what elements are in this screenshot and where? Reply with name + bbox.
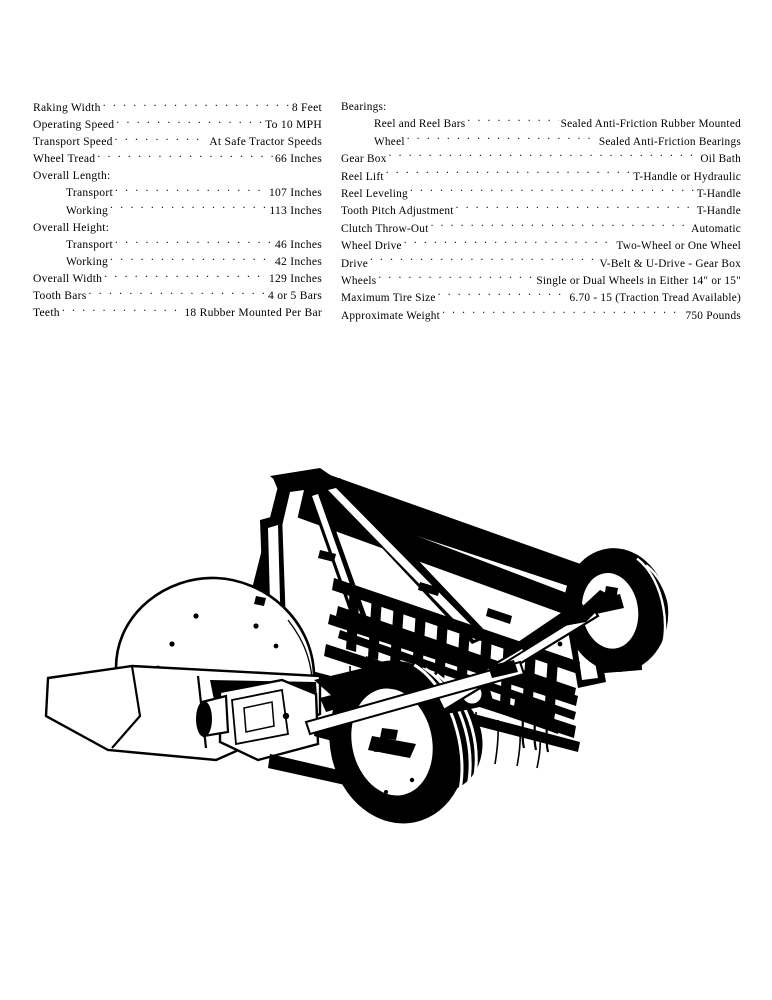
spec-value: V-Belt & U-Drive - Gear Box bbox=[599, 257, 741, 270]
dot-leader bbox=[115, 134, 208, 146]
dot-leader bbox=[442, 307, 683, 318]
dot-leader bbox=[115, 236, 273, 248]
spec-heading-bearings bbox=[341, 99, 741, 116]
dot-leader bbox=[389, 151, 699, 162]
dot-leader bbox=[467, 116, 558, 127]
specifications-table bbox=[0, 99, 772, 325]
spec-label: Bearings: bbox=[341, 101, 387, 113]
spec-label: Reel and Reel Bars bbox=[374, 118, 466, 131]
spec-label: Reel Leveling bbox=[341, 187, 408, 200]
spec-row-overall-length-transport bbox=[33, 184, 322, 201]
dot-leader bbox=[97, 151, 273, 163]
spec-label: Transport bbox=[66, 237, 113, 251]
spec-value: Oil Bath bbox=[700, 153, 741, 166]
spec-value: Two-Wheel or One Wheel bbox=[616, 240, 741, 253]
dot-leader bbox=[407, 133, 597, 144]
spec-label: Overall Width bbox=[33, 271, 103, 285]
illustration-ink bbox=[46, 468, 676, 836]
spec-label: Transport bbox=[66, 186, 113, 200]
spec-label: Teeth bbox=[33, 306, 60, 320]
spec-label: Transport Speed bbox=[33, 135, 113, 149]
spec-value: Single or Dual Wheels in Either 14" or 15" bbox=[536, 274, 741, 287]
spec-label: Tooth Pitch Adjustment bbox=[341, 205, 454, 218]
dot-leader bbox=[115, 185, 267, 197]
spec-row-bearings-reel-and-reel-bars bbox=[341, 116, 741, 133]
spec-value: 6.70 - 15 (Traction Tread Available) bbox=[569, 292, 741, 305]
spec-row-wheel-tread bbox=[33, 150, 322, 167]
dot-leader bbox=[438, 290, 568, 301]
dot-leader bbox=[370, 255, 597, 266]
dot-leader bbox=[104, 270, 267, 282]
spec-label: Overall Height: bbox=[33, 220, 110, 234]
spec-row-overall-height-transport bbox=[33, 236, 322, 253]
spec-label: Reel Lift bbox=[341, 170, 384, 183]
spec-row-gear-box bbox=[341, 151, 741, 168]
spec-row-tooth-pitch-adjustment bbox=[341, 203, 741, 220]
spec-label: Wheels bbox=[341, 274, 377, 287]
spec-value: T-Handle bbox=[696, 205, 741, 218]
spec-value: Sealed Anti-Friction Rubber Mounted bbox=[560, 118, 741, 131]
spec-row-transport-speed bbox=[33, 133, 322, 150]
spec-label: Drive bbox=[341, 257, 368, 270]
spec-heading-overall-height bbox=[33, 219, 322, 236]
spec-row-tooth-bars bbox=[33, 287, 322, 304]
dot-leader bbox=[116, 117, 263, 129]
spec-value: 18 Rubber Mounted Per Bar bbox=[184, 306, 322, 320]
dot-leader bbox=[110, 253, 273, 265]
dot-leader bbox=[431, 220, 689, 231]
spec-label: Wheel bbox=[374, 135, 405, 148]
spec-value: 8 Feet bbox=[291, 101, 322, 114]
spec-row-wheel-drive bbox=[341, 238, 741, 255]
spec-value: 129 Inches bbox=[268, 271, 322, 285]
spec-value: Automatic bbox=[691, 222, 741, 235]
specifications-left-column bbox=[33, 99, 322, 321]
spec-label: Gear Box bbox=[341, 153, 387, 166]
spec-value: 46 Inches bbox=[274, 237, 322, 251]
spec-label: Working bbox=[66, 254, 109, 268]
dot-leader bbox=[404, 238, 615, 249]
spec-value: At Safe Tractor Speeds bbox=[209, 135, 322, 149]
spec-label: Clutch Throw-Out bbox=[341, 222, 429, 235]
spec-label: Maximum Tire Size bbox=[341, 292, 436, 305]
spec-value: 66 Inches bbox=[274, 152, 322, 166]
spec-label: Raking Width bbox=[33, 101, 101, 114]
spec-heading-overall-length bbox=[33, 167, 322, 184]
dot-leader bbox=[89, 287, 267, 299]
spec-row-drive bbox=[341, 255, 741, 272]
hay-rake-illustration bbox=[20, 430, 720, 850]
spec-label: Approximate Weight bbox=[341, 309, 441, 322]
spec-label: Tooth Bars bbox=[33, 289, 87, 303]
spec-row-maximum-tire-size bbox=[341, 290, 741, 307]
dot-leader bbox=[103, 99, 290, 111]
spec-row-reel-lift bbox=[341, 168, 741, 185]
dot-leader bbox=[378, 273, 534, 284]
spec-row-teeth bbox=[33, 304, 322, 321]
spec-value: 42 Inches bbox=[274, 254, 322, 268]
spec-row-overall-length-working bbox=[33, 202, 322, 219]
spec-value: T-Handle bbox=[696, 187, 741, 200]
spec-row-operating-speed bbox=[33, 116, 322, 133]
spec-row-bearings-wheel bbox=[341, 133, 741, 150]
spec-label: Wheel Drive bbox=[341, 240, 402, 253]
spec-value: 107 Inches bbox=[268, 186, 322, 200]
spec-row-wheels bbox=[341, 273, 741, 290]
spec-value: Sealed Anti-Friction Bearings bbox=[598, 135, 741, 148]
spec-row-reel-leveling bbox=[341, 186, 741, 203]
spec-value: To 10 MPH bbox=[265, 118, 322, 132]
spec-label: Overall Length: bbox=[33, 169, 111, 183]
spec-row-overall-height-working bbox=[33, 253, 322, 270]
dot-leader bbox=[386, 168, 632, 179]
spec-label: Operating Speed bbox=[33, 118, 115, 132]
spec-row-raking-width bbox=[33, 99, 322, 116]
spec-row-approximate-weight bbox=[341, 307, 741, 324]
dot-leader bbox=[62, 305, 183, 317]
spec-value: 4 or 5 Bars bbox=[268, 289, 322, 303]
spec-value: 113 Inches bbox=[269, 203, 322, 217]
dot-leader bbox=[456, 203, 695, 214]
dot-leader bbox=[410, 186, 695, 197]
spec-value: 750 Pounds bbox=[685, 309, 741, 322]
dot-leader bbox=[110, 202, 267, 214]
spec-row-clutch-throw-out bbox=[341, 220, 741, 237]
spec-label: Wheel Tread bbox=[33, 152, 96, 166]
spec-row-overall-width bbox=[33, 270, 322, 287]
specifications-right-column bbox=[341, 99, 741, 325]
spec-value: T-Handle or Hydraulic bbox=[633, 170, 741, 183]
spec-label: Working bbox=[66, 203, 109, 217]
